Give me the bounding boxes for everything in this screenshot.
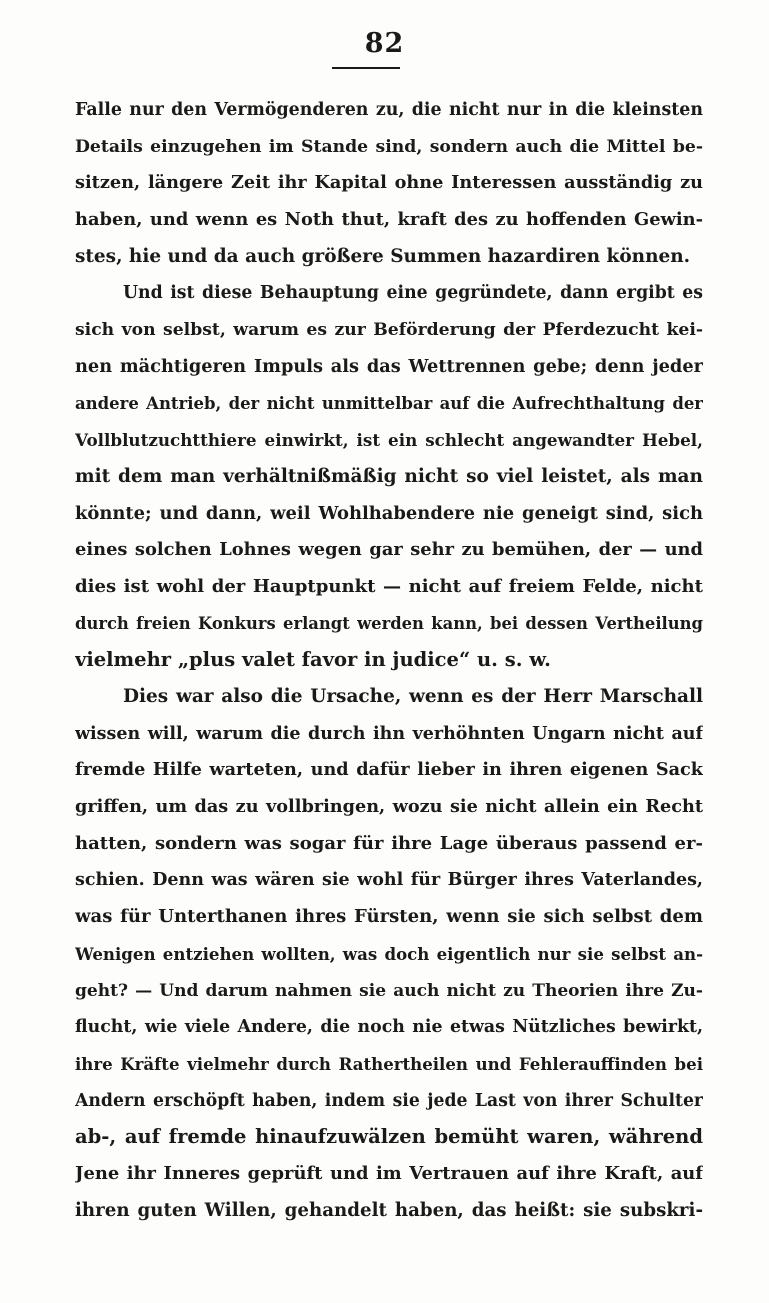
text-line: flucht, wie viele Andere, die noch nie etwas Nützliches bewirkt, bbox=[75, 1017, 703, 1038]
text-line: nen mächtigeren Impuls als das Wettrennen gebe; denn jeder bbox=[75, 355, 703, 377]
text-line: ihren guten Willen, gehandelt haben, das heißt: sie subskri- bbox=[75, 1199, 703, 1221]
text-line: hatten, sondern was sogar für ihre Lage überaus passend er- bbox=[75, 832, 703, 854]
text-line: was für Unterthanen ihres Fürsten, wenn sie sich selbst dem bbox=[75, 906, 703, 928]
text-line: Details einzugehen im Stande sind, sondern auch die Mittel be- bbox=[75, 136, 703, 157]
text-line: Wenigen entziehen wollten, was doch eigentlich nur sie selbst an- bbox=[75, 943, 703, 964]
body-text bbox=[75, 92, 703, 1229]
text-line: stes, hie und da auch größere Summen hazardiren können. bbox=[75, 245, 691, 267]
text-line: Dies war also die Ursache, wenn es der Herr Marschall bbox=[123, 686, 703, 707]
text-line: durch freien Konkurs erlangt werden kann, bei dessen Vertheilung bbox=[75, 613, 703, 633]
text-line: vielmehr „plus valet favor in judice“ u. s. w. bbox=[75, 648, 551, 672]
text-line: griffen, um das zu vollbringen, wozu sie nicht allein ein Recht bbox=[75, 796, 703, 818]
text-line: wissen will, warum die durch ihn verhöhnten Ungarn nicht auf bbox=[75, 723, 703, 744]
text-line: eines solchen Lohnes wegen gar sehr zu bemühen, der — und bbox=[75, 539, 703, 561]
text-line: könnte; und dann, weil Wohlhabendere nie geneigt sind, sich bbox=[75, 502, 703, 524]
text-line: ihre Kräfte vielmehr durch Rathertheilen und Fehlerauffinden bei bbox=[75, 1053, 703, 1074]
text-line: sitzen, längere Zeit ihr Kapital ohne Interessen ausständig zu bbox=[75, 172, 703, 194]
header-rule bbox=[332, 67, 400, 69]
text-line: haben, und wenn es Noth thut, kraft des zu hoffenden Gewin- bbox=[75, 209, 703, 231]
text-line: Andern erschöpft haben, indem sie jede Last von ihrer Schulter bbox=[75, 1090, 703, 1111]
text-line: Und ist diese Behauptung eine gegründete, dann ergibt es bbox=[123, 283, 703, 304]
text-line: Jene ihr Inneres geprüft und im Vertrauen auf ihre Kraft, auf bbox=[75, 1162, 703, 1184]
text-line: andere Antrieb, der nicht unmittelbar auf die Aufrechthaltung der bbox=[75, 393, 703, 413]
text-line: Falle nur den Vermögenderen zu, die nicht nur in die kleinsten bbox=[75, 100, 703, 120]
text-line: mit dem man verhältnißmäßig nicht so viel leistet, als man bbox=[75, 465, 703, 487]
text-line: fremde Hilfe warteten, und dafür lieber in ihren eigenen Sack bbox=[75, 759, 703, 781]
text-line: dies ist wohl der Hauptpunkt — nicht auf freiem Felde, nicht bbox=[75, 575, 703, 597]
text-line: geht? — Und darum nahmen sie auch nicht zu Theorien ihre Zu- bbox=[75, 980, 703, 1001]
text-line: ab-, auf fremde hinaufzuwälzen bemüht waren, während bbox=[75, 1125, 703, 1149]
text-line: sich von selbst, warum es zur Beförderung der Pferdezucht kei- bbox=[75, 320, 703, 341]
text-line: Vollblutzuchtthiere einwirkt, ist ein schlecht angewandter Hebel, bbox=[75, 430, 703, 451]
page-number: 82 bbox=[364, 28, 405, 59]
text-line: schien. Denn was wären sie wohl für Bürger ihres Vaterlandes, bbox=[75, 870, 703, 891]
